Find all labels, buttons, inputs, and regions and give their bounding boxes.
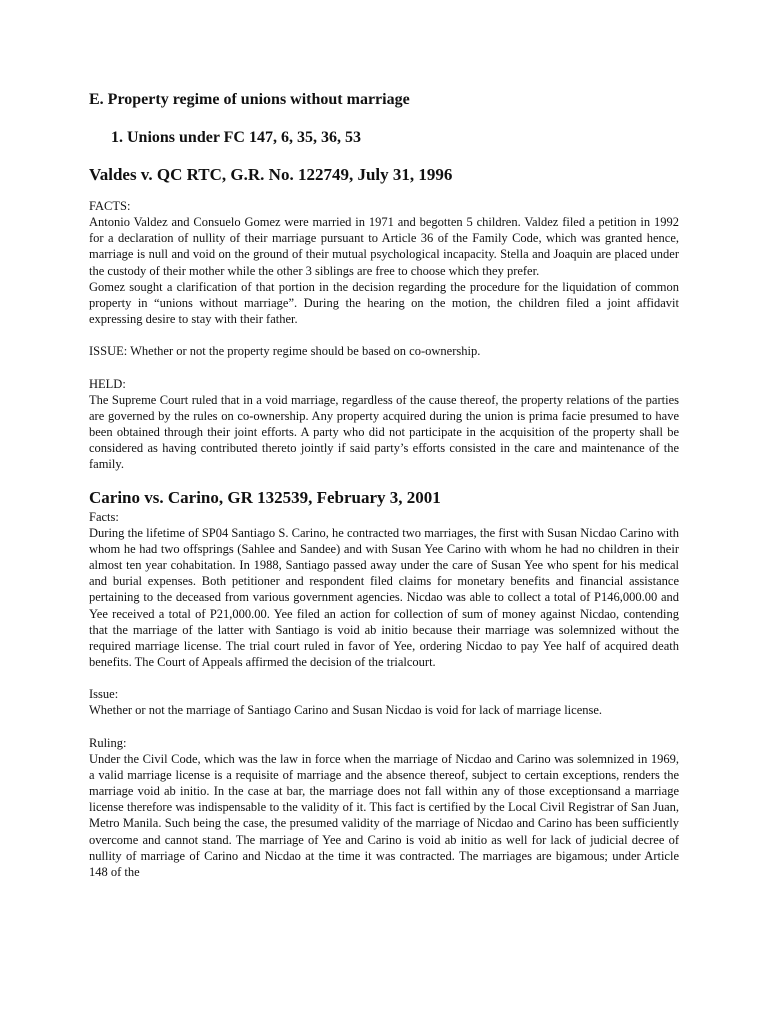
- case2-facts-label: Facts:: [89, 509, 119, 524]
- section-subheading: 1. Unions under FC 147, 6, 35, 36, 53: [111, 129, 361, 146]
- case2-title: Carino vs. Carino, GR 132539, February 3, 2001: [89, 487, 441, 507]
- case2-facts-text: During the lifetime of SP04 Santiago S. Carino, he contracted two marriages, the first with Susan Nicdao Carino with whom he had two offsprings (Sahlee and Sandee) and with Susan Yee Carino with whom he had no children in their almost ten year cohabitation. In 1988, Santiago passed away under the care of Susan Yee who spent for his medical and burial expenses. Both petitioner and respondent filed claims for monetary benefits and financial assistance pertaining to the deceased from various government agencies. Nicdao was able to collect a total of P146,000.00 and Yee received a total of P21,000.00. Yee filed an action for collection of sum of money against Nicdao, contending that the marriage of the latter with Santiago is void ab initio because their marriage was solemnized without the required marriage license. The trial court ruled in favor of Yee, ordering Nicdao to pay Yee half of acquired death benefits. The Court of Appeals affirmed the decision of the trialcourt.: [89, 525, 679, 670]
- case1-facts-paragraph-1: Antonio Valdez and Consuelo Gomez were married in 1971 and begotten 5 children. Valdez filed a petition in 1992 for a declaration of nullity of their marriage pursuant to Article 36 of the Family Code, which was granted hence, marriage is null and void on the ground of their mutual psychological incapacity. Stella and Joaquin are placed under the custody of their mother while the other 3 siblings are free to choose which they prefer.: [89, 215, 679, 278]
- case1-facts-label: FACTS:: [89, 199, 131, 213]
- case1-title: Valdes v. QC RTC, G.R. No. 122749, July 31, 1996: [89, 165, 453, 184]
- case2-issue-text: Whether or not the marriage of Santiago Carino and Susan Nicdao is void for lack of marriage license.: [89, 703, 603, 718]
- document-page: [89, 90, 679, 880]
- section-heading: E. Property regime of unions without marriage: [89, 91, 410, 108]
- case2-ruling-label: Ruling:: [89, 735, 127, 750]
- case2-issue-label: Issue:: [89, 687, 119, 702]
- case2-ruling-text: Under the Civil Code, which was the law in force when the marriage of Nicdao and Carino was solemnized in 1969, a valid marriage license is a requisite of marriage and the absence thereof, subject to certain exceptions, renders the marriage void ab initio. In the case at bar, the marriage does not fall within any of those exceptionsand a marriage license therefore was indispensable to the validity of it. This fact is certified by the Local Civil Registrar of San Juan, Metro Manila. Such being the case, the presumed validity of the marriage of Nicdao and Carino has been sufficiently overcome and cannot stand. The marriage of Yee and Carino is void ab initio as well for lack of judicial decree of nullity of marriage of Carino and Nicdao at the time it was contracted. The marriages are bigamous; under Article 148 of the: [89, 751, 679, 880]
- case1-held-label: HELD:: [89, 376, 126, 391]
- case1-held-text: The Supreme Court ruled that in a void marriage, regardless of the cause thereof, the property relations of the parties are governed by the rules on co-ownership. Any property acquired during the union is prima facie presumed to have been obtained through their joint efforts. A party who did not participate in the acquisition of the property shall be considered as having contributed thereto jointly if said party’s efforts consisted in the care and maintenance of the family.: [89, 392, 679, 472]
- case1-facts-paragraph-2: Gomez sought a clarification of that portion in the decision regarding the procedure for the liquidation of common property in “unions without marriage”. During the hearing on the motion, the children filed a joint affidavit expressing desire to stay with their father.: [89, 279, 679, 327]
- case1-issue: ISSUE: Whether or not the property regime should be based on co-ownership.: [89, 344, 481, 359]
